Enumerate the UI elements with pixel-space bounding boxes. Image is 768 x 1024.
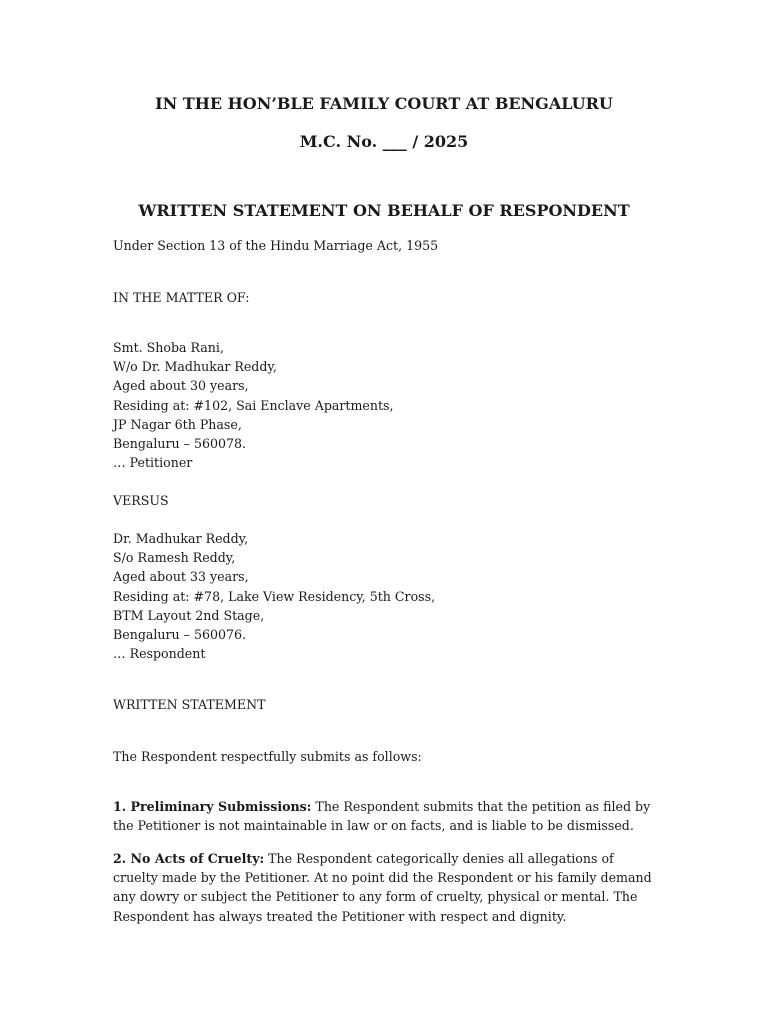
petitioner-address-line-2: JP Nagar 6th Phase,	[113, 416, 242, 432]
respondent-name: Dr. Madhukar Reddy,	[113, 531, 249, 546]
paragraph-heading: 2. No Acts of Cruelty:	[113, 851, 265, 866]
respondent-age: Aged about 33 years,	[113, 569, 249, 585]
paragraph-preliminary-submissions	[113, 797, 658, 835]
petitioner-role: … Petitioner	[113, 455, 193, 471]
respondent-relation: S/o Ramesh Reddy,	[113, 550, 236, 566]
petitioner-address-line-1: Residing at: #102, Sai Enclave Apartments,	[113, 397, 394, 413]
written-statement-label: WRITTEN STATEMENT	[113, 697, 266, 712]
respondent-address-line-1: Residing at: #78, Lake View Residency, 5th Cross,	[113, 588, 436, 604]
petitioner-relation: W/o Dr. Madhukar Reddy,	[113, 359, 277, 375]
paragraph-body: The Respondent categorically denies all allegations of cruelty made by the Petitioner. At no point did the Respondent or his family demand any dowry or subject the Petitioner to any form of cruelty, physical or mental. The Respondent has always treated the Petitioner with respect and dignity.	[113, 851, 652, 924]
in-the-matter-label: IN THE MATTER OF:	[113, 290, 250, 305]
respondent-city: Bengaluru – 560076.	[113, 626, 247, 642]
respondent-address-line-2: BTM Layout 2nd Stage,	[113, 607, 265, 623]
versus-label: VERSUS	[113, 493, 169, 508]
petitioner-block	[113, 338, 394, 472]
petitioner-city: Bengaluru – 560078.	[113, 435, 247, 451]
statement-title: WRITTEN STATEMENT ON BEHALF OF RESPONDENT	[138, 201, 630, 220]
case-number: M.C. No. ___ / 2025	[299, 132, 469, 151]
paragraph-heading: 1. Preliminary Submissions:	[113, 799, 312, 814]
court-title: IN THE HON’BLE FAMILY COURT AT BENGALURU	[155, 94, 613, 113]
petitioner-age: Aged about 30 years,	[113, 378, 249, 394]
petitioner-name: Smt. Shoba Rani,	[113, 340, 224, 355]
intro-line: The Respondent respectfully submits as follows:	[113, 749, 422, 764]
respondent-block	[113, 529, 435, 663]
paragraph-no-acts-of-cruelty	[113, 849, 658, 926]
under-section-line: Under Section 13 of the Hindu Marriage Act, 1955	[113, 238, 439, 253]
paragraph-body: The Respondent submits that the petition as filed by the Petitioner is not maintainable in law or on facts, and is liable to be dismissed.	[113, 799, 651, 834]
respondent-role: … Respondent	[113, 646, 206, 662]
